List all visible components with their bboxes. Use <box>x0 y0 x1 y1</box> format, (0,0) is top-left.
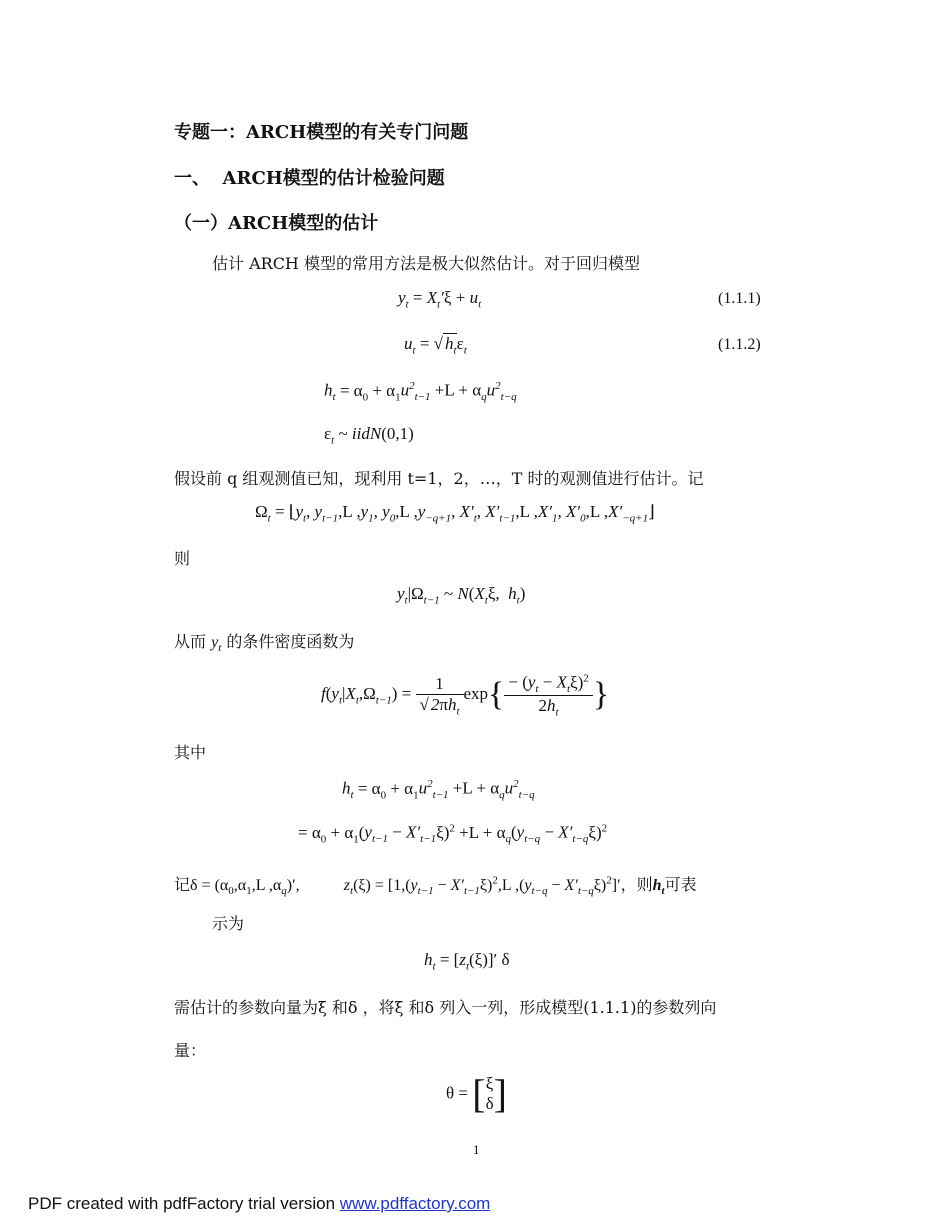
page-title: 专题一：ARCH模型的有关专门问题 <box>174 122 469 143</box>
density-lead: 从而 <box>174 632 207 651</box>
equation-variance: $h_t = \alpha_0 + \alpha_1u^2_{t-1} +L + \alpha_qu^2_{t-q}$ <box>324 380 517 404</box>
equation-conditional: $y_t|\Omega_{t-1}$ ~ $N(X_t\xi$, $h_t$) <box>397 584 526 607</box>
equation-theta: θ = [ξ δ] <box>446 1071 507 1116</box>
equation-regression: $y_t = X_t'\xi + u_t$ <box>398 288 482 311</box>
equation-variance-expanded: = $\alpha_0 + \alpha_1(y_{t-1} - X'_{t-1}\xi)^2 +L + \alpha_q(y_{t-q} - X'_{t-q}\xi)^2$ <box>298 822 608 846</box>
notation-tail-2: 可表 <box>664 875 697 894</box>
footer-text: PDF created with pdfFactory trial version <box>28 1194 340 1213</box>
notation-tail: ，则 <box>620 875 653 894</box>
equation-variance-vector: $h_t = [z_t(\xi)]'$ δ <box>424 950 510 973</box>
paragraph-parameters: 需估计的参数向量为ξ 和δ ，将ξ 和δ 列入一列，形成模型(1.1.1)的参数列向 <box>174 998 717 1017</box>
equation-omega: $\Omega_t$ = $⌊y_t$, $y_{t-1},L$ $,y_1$, $y_0,L$ $,y_{-q+1}$, $X'_t$, $X'_{t-1},L$ $,X'_1$, $X'_0,L$ $,X'_{-q+1}⌋$ <box>255 502 655 525</box>
paragraph-assumption: 假设前 q 组观测值已知，现利用 t=1，2，…，T 时的观测值进行估计。记 <box>174 469 704 488</box>
equation-density: $f(y_t|X_t,\Omega_{t-1})$ = $\frac{1}{√ 2\pi h_t}$ exp{ $\frac{- (y_t - X_t\xi)^2}{2h_t}$ } <box>321 672 610 719</box>
equation-variance-repeat: $h_t = \alpha_0 + \alpha_1u^2_{t-1} +L + \alpha_qu^2_{t-q}$ <box>342 778 535 802</box>
paragraph-parameters-cont: 量： <box>174 1041 207 1060</box>
paragraph-notation-cont: 示为 <box>212 914 245 933</box>
paragraph-intro: 估计 ARCH 模型的常用方法是极大似然估计。对于回归模型 <box>212 254 640 273</box>
subsection-heading: （一）ARCH模型的估计 <box>174 213 379 234</box>
paragraph-notation: 记$\delta = (\alpha_0,\alpha_1,L$ $,\alpha_q)'$, $z_t(\xi) = [1,(y_{t-1} - X'_{t-1}\xi)^2,L$ $,(y_{t-q} - X'_{t-q}\xi)^2]'$，则$h_t$可表 <box>174 874 697 898</box>
footer-link[interactable]: www.pdffactory.com <box>339 1194 491 1213</box>
equation-number-2: (1.1.2) <box>718 336 761 353</box>
paragraph-density: 从而 $y_t$ 的条件密度函数为 <box>174 632 355 655</box>
word-where: 其中 <box>174 743 207 762</box>
page-number: 1 <box>473 1142 480 1157</box>
density-tail: 的条件密度函数为 <box>226 632 355 651</box>
word-then: 则 <box>174 549 191 568</box>
equation-epsilon: $\varepsilon_t$ ~ iidN(0,1) <box>324 424 414 447</box>
footer <box>28 1194 490 1214</box>
notation-lead: 记 <box>174 875 191 894</box>
equation-error: $u_t$ = √ $h_t\varepsilon_t$ <box>404 334 467 357</box>
equation-number-1: (1.1.1) <box>718 290 761 307</box>
section-heading: 一、 ARCH模型的估计检验问题 <box>174 168 445 189</box>
